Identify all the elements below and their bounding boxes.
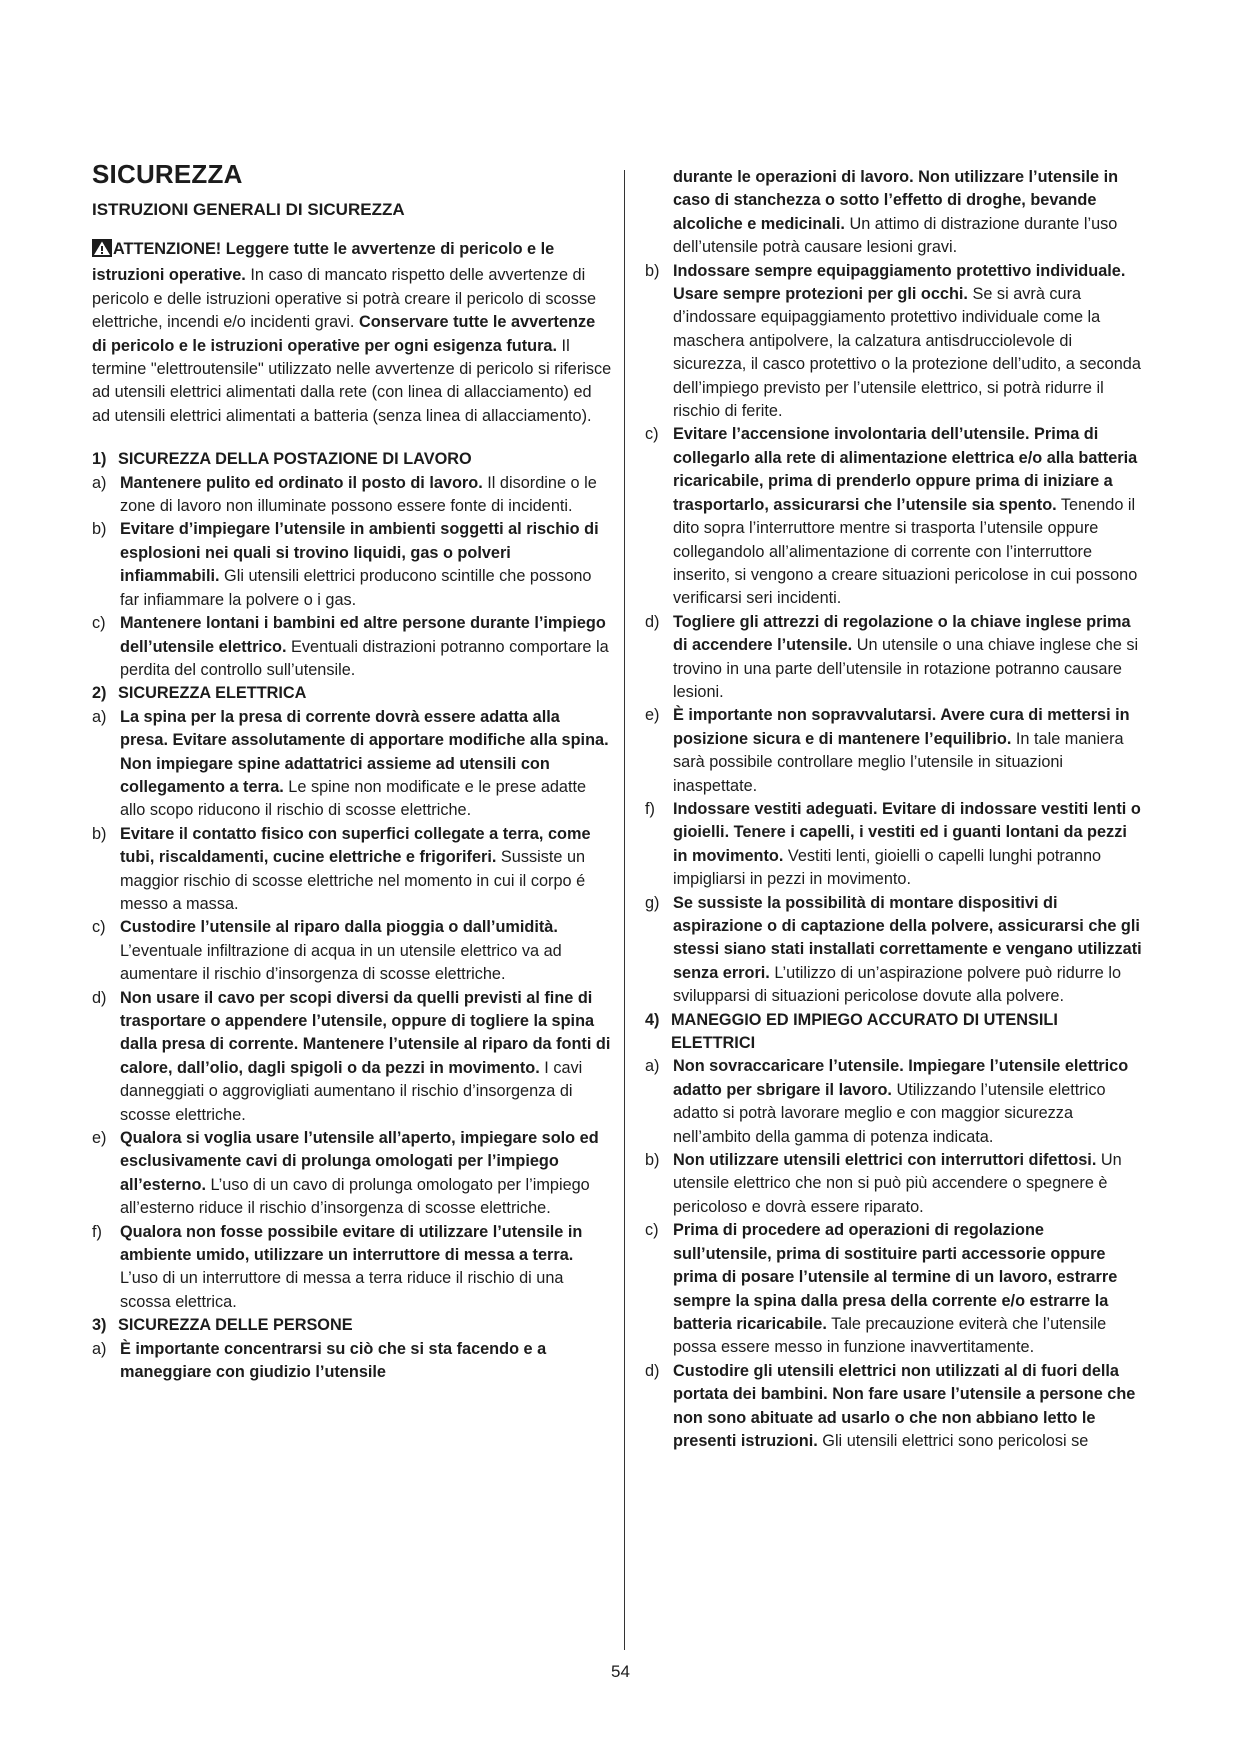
list-item — [645, 1149, 1145, 1219]
section-number: 2) — [92, 684, 107, 703]
warning-text-1: In caso di mancato rispetto delle avvertenze di pericolo e delle istruzioni operative si potrà creare il pericolo di scosse elettriche, incendi e/o incidenti gravi. — [92, 266, 597, 332]
item-marker: b) — [645, 261, 660, 280]
item-text: Un attimo di distrazione durante l’uso dell’utensile potrà causare lesioni gravi. — [673, 214, 1118, 257]
item-marker: c) — [92, 614, 106, 633]
section-title: SICUREZZA DELLA POSTAZIONE DI LAVORO — [118, 450, 472, 469]
list-item — [645, 892, 1145, 1009]
item-bold: Custodire l’utensile al riparo dalla pioggia o dall’umidità. — [120, 918, 558, 937]
item-text: Vestiti lenti, gioielli o capelli lunghi potranno impigliarsi in pezzi in movimento. — [673, 846, 1102, 889]
section-title: SICUREZZA ELETTRICA — [118, 684, 307, 703]
item-marker: b) — [92, 520, 107, 539]
item-text: Un utensile elettrico che non si può più accendere o spegnere è pericoloso e dovrà essere riparato. — [673, 1151, 1122, 1216]
item-bold: Custodire gli utensili elettrici non utilizzati al di fuori della portata dei bambini. Non fare usare l’utensile a persone che non sono abituate ad usarlo o che non abbiano letto le presenti istruzioni. — [673, 1361, 1136, 1450]
item-marker: e) — [645, 706, 660, 725]
item-text: L’uso di un cavo di prolunga omologato per l’impiego all’esterno riduce il rischio d’insorgenza di scosse elettriche. — [120, 1175, 590, 1218]
section-heading — [92, 682, 612, 705]
list-item — [645, 1055, 1145, 1149]
item-bold: durante le operazioni di lavoro. Non utilizzare l’utensile in caso di stanchezza o sotto l’effetto di droghe, bevande alcoliche e medicinali. — [673, 168, 1119, 233]
item-text: L’eventuale infiltrazione di acqua in un utensile elettrico va ad aumentare il rischio d’insorgenza di scosse elettriche. — [120, 941, 562, 984]
item-marker: a) — [645, 1057, 660, 1076]
item-text: Sussiste un maggior rischio di scosse elettriche nel momento in cui il corpo é messo a massa. — [120, 848, 586, 913]
item-bold: Prima di procedere ad operazioni di regolazione sull’utensile, prima di sostituire parti accessorie oppure prima di posare l’utensile al termine di un lavoro, estrarre sempre la spina dalla presa della corrente e/o estrarre la batteria ricaricabile. — [673, 1221, 1118, 1333]
page-title: SICUREZZA — [92, 159, 243, 189]
item-marker: g) — [645, 893, 660, 912]
item-text: Tenendo il dito sopra l’interruttore mentre si trasporta l’utensile oppure collegandolo all’alimentazione di corrente con l’interruttore inserito, si vengono a creare situazioni pericolose in cui possono verificarsi seri incidenti. — [673, 495, 1138, 608]
item-bold: Qualora non fosse possibile evitare di utilizzare l’utensile in ambiente umido, utilizzare un interruttore di messa a terra. — [120, 1222, 583, 1265]
warning-triangle-icon — [92, 239, 112, 264]
item-bold: Se sussiste la possibilità di montare dispositivi di aspirazione o di captazione della polvere, assicurarsi che gli stessi siano stati installati correttamente e vengano utilizzati senza errori. — [673, 893, 1142, 982]
item-bold: Evitare d’impiegare l’utensile in ambienti soggetti al rischio di esplosioni nei quali si trovino liquidi, gas o polveri infiammabili. — [120, 520, 599, 586]
section-title: MANEGGIO ED IMPIEGO ACCURATO DI UTENSILI ELETTRICI — [671, 1010, 1058, 1053]
list-item — [645, 1219, 1145, 1359]
section-2 — [92, 682, 612, 1314]
item-text: L’uso di un interruttore di messa a terra riduce il rischio di una scossa elettrica. — [120, 1269, 564, 1311]
page-number: 54 — [611, 1662, 630, 1681]
item-marker: c) — [645, 1221, 659, 1240]
item-text: Utilizzando l’utensile elettrico adatto si potrà lavorare meglio e con maggior sicurezza nell’ambito della gamma di potenza indicata. — [673, 1080, 1106, 1146]
item-marker: e) — [92, 1129, 107, 1148]
list-item — [92, 472, 612, 519]
section-number: 3) — [92, 1316, 107, 1335]
item-text: Le spine non modificate e le prese adatte allo scopo riducono il rischio di scosse elettriche. — [120, 777, 587, 820]
item-bold: Togliere gli attrezzi di regolazione o la chiave inglese prima di accendere l’utensile. — [673, 612, 1131, 655]
page-subtitle: ISTRUZIONI GENERALI DI SICUREZZA — [92, 200, 405, 219]
list-item — [645, 423, 1145, 610]
item-bold: Non sovraccaricare l’utensile. Impiegare l’utensile elettrico adatto per sbrigare il lavoro. — [673, 1057, 1129, 1099]
continued-item — [645, 166, 1145, 260]
item-bold: È importante non sopravvalutarsi. Avere cura di mettersi in posizione sicura e di mantenere l’equilibrio. — [673, 706, 1130, 748]
list-item — [92, 612, 612, 682]
item-bold: Indossare vestiti adeguati. Evitare di indossare vestiti lenti o gioielli. Tenere i capelli, i vestiti ed i guanti lontani da pezzi in movimento. — [673, 799, 1141, 865]
item-marker: a) — [92, 473, 107, 492]
item-text: L’utilizzo di un’aspirazione polvere può ridurre lo svilupparsi di situazioni pericolose dovute alla polvere. — [673, 963, 1121, 1006]
item-bold: Mantenere lontani i bambini ed altre persone durante l’impiego dell’utensile elettrico. — [120, 614, 606, 656]
item-marker: d) — [645, 612, 660, 631]
item-bold: Qualora si voglia usare l’utensile all’aperto, impiegare solo ed esclusivamente cavi di prolunga omologati per l’impiego all’esterno. — [120, 1129, 599, 1194]
right-column — [645, 166, 1145, 1453]
list-item — [92, 823, 612, 917]
item-text: Il disordine o le zone di lavoro non illuminate possono essere fonte di incidenti. — [120, 473, 597, 516]
item-text: Eventuali distrazioni potranno comportare la perdita del controllo sull’utensile. — [120, 637, 609, 679]
list-item — [92, 518, 612, 612]
section-heading — [92, 1314, 612, 1337]
section-number: 4) — [645, 1010, 660, 1029]
item-bold: Evitare l’accensione involontaria dell’utensile. Prima di collegarlo alla rete di alimentazione elettrica e/o alla batteria ricaricabile, prima di prenderlo oppure prima di iniziare a trasportarlo, assicurarsi che l’utensile sia spento. — [673, 425, 1138, 514]
item-bold: Non usare il cavo per scopi diversi da quelli previsti al fine di trasportare o appendere l’utensile, oppure di togliere la spina dalla presa di corrente. Mantenere l’utensile al riparo da fonti di calore, dall’olio, dagli spigoli o da pezzi in movimento. — [120, 988, 611, 1077]
item-text: I cavi danneggiati o aggrovigliati aumentano il rischio d’insorgenza di scosse elettriche. — [120, 1058, 583, 1124]
item-text: Se si avrà cura d’indossare equipaggiamento protettivo individuale come la maschera antipolvere, la calzatura antisdrucciolevole di sicurezza, il casco protettivo o la protezione dell’udito, a seconda dell’impiego previsto per l’utensile elettrico, si potrà ridurre il rischio di ferite. — [673, 285, 1141, 421]
list-item — [92, 1221, 612, 1315]
list-item — [92, 987, 612, 1127]
item-marker: f) — [92, 1222, 102, 1241]
item-text: Gli utensili elettrici sono pericolosi se — [817, 1431, 1089, 1450]
section-3 — [92, 1314, 612, 1384]
list-item — [92, 706, 612, 823]
item-marker: b) — [645, 1151, 660, 1170]
item-bold: Non utilizzare utensili elettrici con interruttori difettosi. — [673, 1151, 1097, 1170]
item-marker: a) — [92, 707, 107, 726]
list-item — [645, 798, 1145, 892]
item-bold: Mantenere pulito ed ordinato il posto di lavoro. — [120, 473, 483, 492]
section-heading — [645, 1009, 1145, 1056]
list-item — [92, 1127, 612, 1221]
list-item — [92, 1338, 612, 1385]
item-bold: La spina per la presa di corrente dovrà essere adatta alla presa. Evitare assolutamente di apportare modifiche alla spina. Non impiegare spine adattatrici assieme ad utensili con collegamento a terra. — [120, 707, 609, 796]
list-item — [645, 1360, 1145, 1454]
item-marker: a) — [92, 1339, 107, 1358]
item-marker: f) — [645, 799, 655, 818]
item-bold: Evitare il contatto fisico con superfici collegate a terra, come tubi, riscaldamenti, cucine elettriche e frigoriferi. — [120, 824, 591, 867]
section-number: 1) — [92, 450, 107, 469]
item-text: Gli utensili elettrici producono scintille che possono far infiammare la polvere o i gas. — [120, 567, 592, 609]
list-item — [645, 611, 1145, 705]
general-warning — [92, 238, 612, 428]
item-marker: d) — [645, 1361, 660, 1380]
section-4 — [645, 1009, 1145, 1454]
warning-text-2: Il termine "elettroutensile" utilizzato nelle avvertenze di pericolo si riferisce ad utensili elettrici alimentati dalla rete (con linea di allacciamento) ed ad utensili elettrici alimentati a batteria (senza linea di allacciamento). — [92, 336, 612, 425]
list-item — [92, 916, 612, 986]
section-1 — [92, 448, 612, 682]
section-heading — [92, 448, 612, 471]
item-bold: È importante concentrarsi su ciò che si sta facendo e a maneggiare con giudizio l’utensile — [120, 1339, 547, 1382]
item-text: In tale maniera sarà possibile controllare meglio l’utensile in situazioni inaspettate. — [673, 729, 1124, 795]
list-item — [645, 260, 1145, 424]
item-marker: c) — [645, 425, 659, 444]
item-text: Tale precauzione eviterà che l’utensile possa essere messo in funzione inavvertitamente. — [673, 1314, 1107, 1357]
item-bold: Indossare sempre equipaggiamento protettivo individuale. Usare sempre protezioni per gli occhi. — [673, 261, 1126, 304]
item-marker: d) — [92, 988, 107, 1007]
section-title: SICUREZZA DELLE PERSONE — [118, 1316, 353, 1335]
item-marker: c) — [92, 918, 106, 937]
left-column — [92, 160, 612, 1385]
list-item — [645, 704, 1145, 798]
item-text: Un utensile o una chiave inglese che si trovino in una parte dell’utensile in rotazione potranno causare lesioni. — [673, 636, 1139, 701]
warning-bold-2: Conservare tutte le avvertenze di pericolo e le istruzioni operative per ogni esigenza futura. — [92, 313, 596, 355]
item-marker: b) — [92, 824, 107, 843]
column-divider — [624, 170, 625, 1650]
warning-bold-1: ATTENZIONE! Leggere tutte le avvertenze di pericolo e le istruzioni operative. — [92, 240, 555, 285]
